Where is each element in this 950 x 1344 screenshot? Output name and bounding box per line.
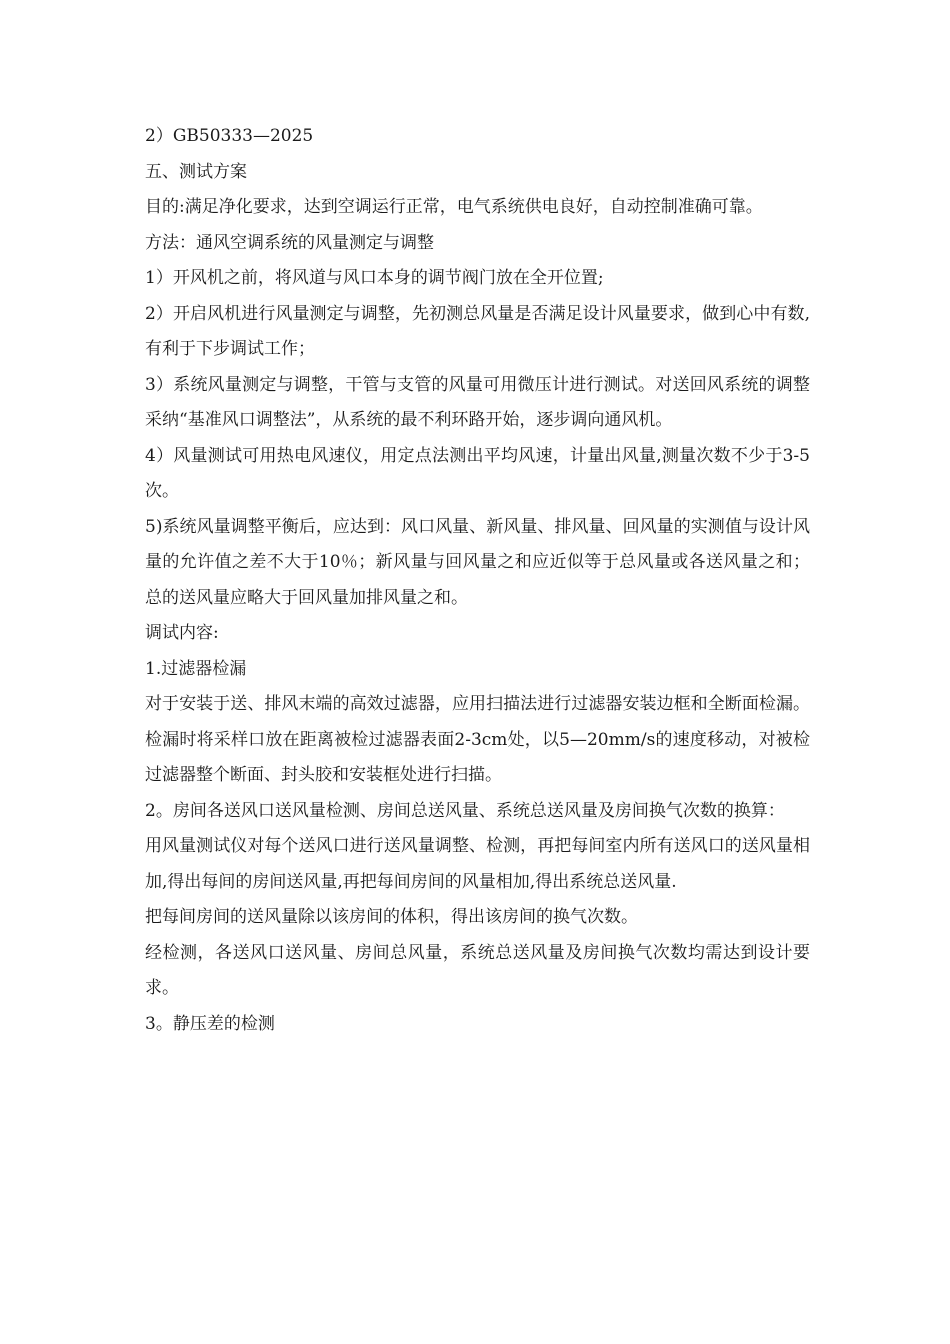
section-heading-test-plan: 五、测试方案 — [145, 161, 247, 182]
paragraph-step-4: 4）风量测试可用热电风速仪，用定点法测出平均风速，计量出风量,测量次数不少于3-5次。 — [145, 445, 810, 501]
paragraph-air-volume-detection: 用风量测试仪对每个送风口进行送风量调整、检测，再把每间室内所有送风口的送风量相加,得出每间的房间送风量,再把每间房间的风量相加,得出系统总送风量. — [145, 836, 810, 892]
paragraph-step-3: 3）系统风量测定与调整，干管与支管的风量可用微压计进行测试。对送回风系统的调整采纳“基准风口调整法”，从系统的最不利环路开始，逐步调向通风机。 — [145, 374, 810, 430]
paragraph-filter-leak-test: 对于安装于送、排风末端的高效过滤器，应用扫描法进行过滤器安装边框和全断面检漏。检漏时将采样口放在距离被检过滤器表面2-3cm处，以5—20mm/s的速度移动，对被检过滤器整个断面、封头胶和安装框处进行扫描。 — [145, 694, 810, 785]
paragraph-step-1: 1）开风机之前，将风道与风口本身的调节阀门放在全开位置; — [145, 268, 604, 288]
paragraph-purpose: 目的:满足净化要求，达到空调运行正常，电气系统供电良好，自动控制准确可靠。 — [145, 197, 763, 217]
subheading-air-volume-detection: 2。房间各送风口送风量检测、房间总送风量、系统总送风量及房间换气次数的换算： — [145, 800, 785, 821]
paragraph-method: 方法：通风空调系统的风量测定与调整 — [145, 232, 434, 253]
subheading-filter-leak-test: 1.过滤器检漏 — [145, 658, 247, 679]
document-page — [145, 119, 810, 1042]
paragraph-step-5: 5)系统风量调整平衡后，应达到：风口风量、新风量、排风量、回风量的实测值与设计风量的允许值之差不大于10％；新风量与回风量之和应近似等于总风量或各送风量之和；总的送风量应略大于回风量加排风量之和。 — [145, 516, 810, 608]
standard-reference: 2）GB50333—2025 — [145, 126, 314, 146]
section-heading-test-content: 调试内容: — [145, 623, 219, 643]
subheading-static-pressure: 3。静压差的检测 — [145, 1013, 275, 1034]
paragraph-step-2: 2）开启风机进行风量测定与调整，先初测总风量是否满足设计风量要求，做到心中有数,有利于下步调试工作； — [145, 303, 810, 359]
paragraph-air-change-rate: 把每间房间的送风量除以该房间的体积，得出该房间的换气次数。 — [145, 907, 638, 927]
paragraph-detection-result: 经检测，各送风口送风量、房间总风量，系统总送风量及房间换气次数均需达到设计要求。 — [145, 942, 810, 998]
